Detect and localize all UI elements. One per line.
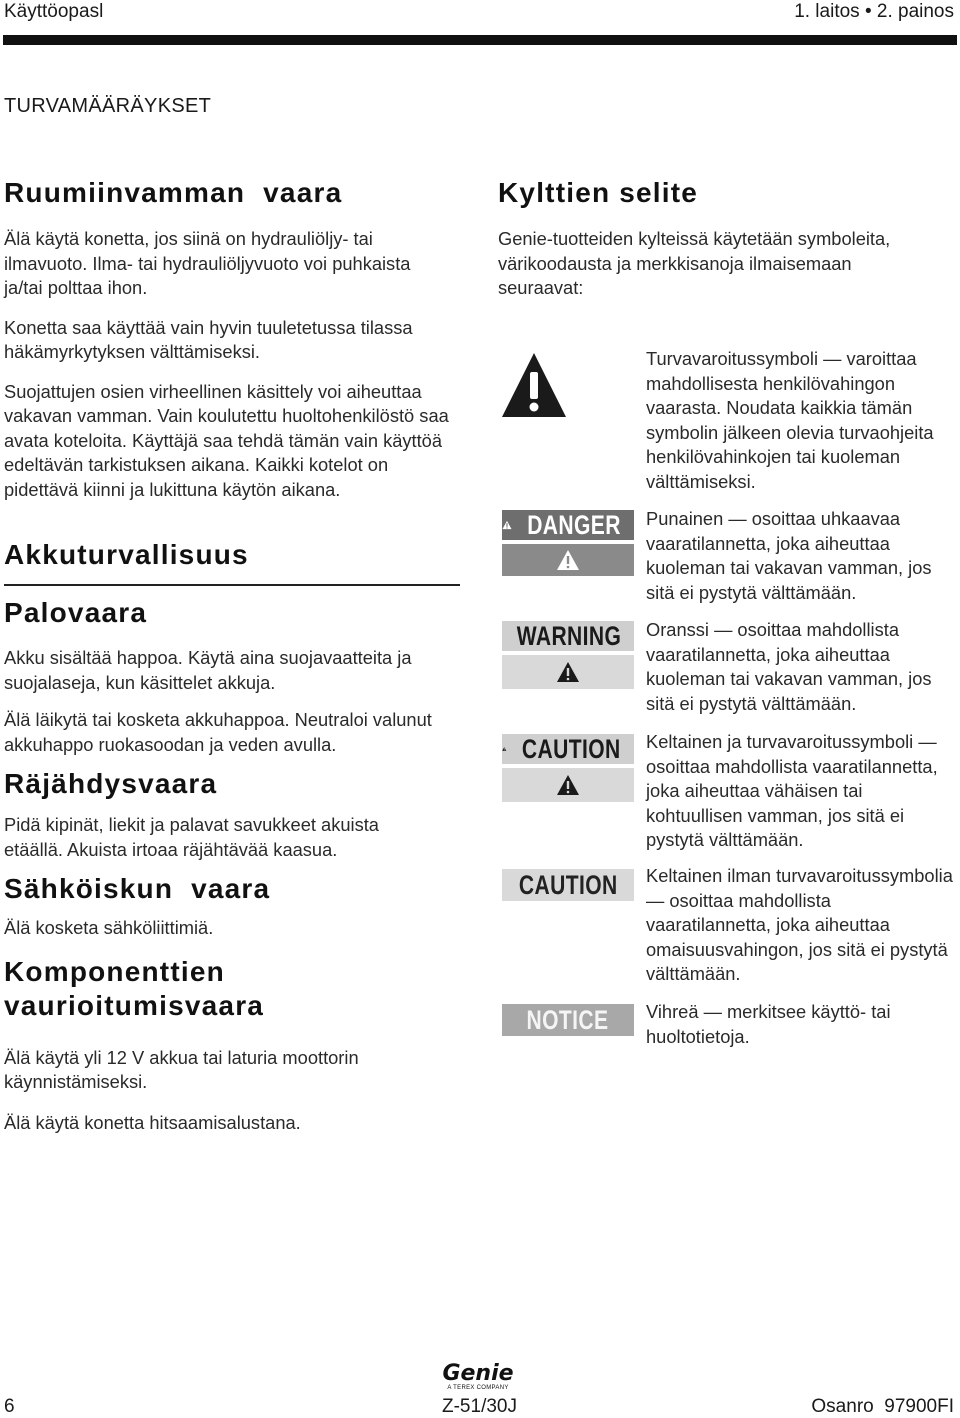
warning-symbol-band <box>500 653 636 691</box>
fire-paragraph-2: Älä läikytä tai kosketa akkuhappoa. Neutraloi valunut akkuhappo ruokasoodan ja veden avulla. <box>4 709 432 755</box>
warning-band <box>500 619 636 653</box>
caution-label: CAUTION <box>521 733 621 764</box>
component-paragraph-2: Älä käytä konetta hitsaamisalustana. <box>4 1111 301 1133</box>
header-rule <box>3 35 957 45</box>
warning-sign <box>500 619 636 691</box>
right-column <box>498 176 938 301</box>
danger-alert-icon <box>502 515 512 535</box>
danger-label: DANGER <box>527 509 621 540</box>
genie-logo-text: Genie <box>442 1361 514 1386</box>
battery-safety-heading: Akkuturvallisuus <box>4 539 249 570</box>
model-number: Z-51/30J <box>442 1396 517 1417</box>
safety-alert-symbol-icon <box>501 352 567 418</box>
caution-sign-no-symbol <box>500 867 636 903</box>
warning-label: WARNING <box>516 620 621 651</box>
caution-band <box>500 732 636 766</box>
shock-paragraph: Älä kosketa sähköliittimiä. <box>4 917 214 938</box>
left-column <box>4 176 464 1135</box>
caution-symbol-band <box>500 766 636 804</box>
warning-triangle-icon <box>556 661 580 683</box>
part-number: Osanro 97900FI <box>811 1396 954 1417</box>
explosion-paragraph: Pidä kipinät, liekit ja palavat savukkeet akuista etäällä. Akuista irtoaa räjähtävää kaasua. <box>4 814 379 860</box>
caution-sign-with-symbol <box>500 732 636 804</box>
danger-symbol-band <box>500 542 636 578</box>
caution-plain-band <box>500 867 636 903</box>
fire-paragraph-1: Akku sisältää happoa. Käytä aina suojavaatteita ja suojalaseja, kun käsittelet akkuja. <box>4 647 412 693</box>
caution-plain-label: CAUTION <box>518 869 618 900</box>
danger-warning-triangle-icon <box>556 549 580 571</box>
sign-desc-caution-symbol: Keltainen ja turvavaroitussymboli — osoittaa mahdollista vaaratilannetta, joka aiheuttaa vähäisen tai kohtuullisen vamman, jos sitä ei pystytä välttämään. <box>646 731 938 850</box>
danger-band <box>500 508 636 542</box>
injury-heading: Ruumiinvamman vaara <box>4 177 343 208</box>
fire-hazard-heading: Palovaara <box>4 597 148 628</box>
genie-logo <box>441 1363 515 1391</box>
sign-legend-heading: Kylttien selite <box>498 177 699 208</box>
section-label: TURVAMÄÄRÄYKSET <box>4 95 212 117</box>
injury-paragraph-1: Älä käytä konetta, jos siinä on hydrauliöljy- tai ilmavuoto. Ilma- tai hydrauliöljyvuoto voi puhkaista ja/tai polttaa ihon. <box>4 228 411 298</box>
section-rule <box>4 584 460 586</box>
caution-triangle-icon <box>556 774 580 796</box>
notice-label: NOTICE <box>527 1004 609 1035</box>
injury-paragraph-3: Suojattujen osien virheellinen käsittely voi aiheuttaa vakavan vamman. Vain koulutettu huoltohenkilöstö saa avata koteloita. Käyttäjä saa tehdä tämän vain käyttöä edeltävän tarkistuksen aikana. Kaikki kotelot on pidettävä kiinni ja lukittuna käytön aikana. <box>4 380 449 500</box>
explosion-hazard-heading: Räjähdysvaara <box>4 768 218 799</box>
genie-logo-subtitle: A TEREX COMPANY <box>447 1385 509 1391</box>
caution-alert-icon <box>502 739 507 759</box>
sign-desc-caution-plain: Keltainen ilman turvavaroitussymbolia — osoittaa mahdollista vaaratilannetta, joka aiheuttaa omaisuusvahingon, jos sitä ei pystytä välttämään. <box>646 865 953 984</box>
notice-sign <box>500 1002 636 1038</box>
sign-desc-warning: Oranssi — osoittaa mahdollista vaaratilannetta, joka aiheuttaa kuoleman tai vakavan vamman, jos sitä ei pystytä välttämään. <box>646 619 932 714</box>
sign-desc-danger: Punainen — osoittaa uhkaavaa vaaratilannetta, joka aiheuttaa kuoleman tai vakavan vamman, jos sitä ei pystytä välttämään. <box>646 508 932 603</box>
header-manual-title: Käyttöopasl <box>4 1 104 22</box>
header-edition: 1. laitos • 2. painos <box>794 1 954 22</box>
injury-paragraph-2: Konetta saa käyttää vain hyvin tuuletetussa tilassa häkämyrkytyksen välttämiseksi. <box>4 316 413 362</box>
shock-hazard-heading: Sähköiskun vaara <box>4 873 271 904</box>
sign-desc-notice: Vihreä — merkitsee käyttö- tai huoltotietoja. <box>646 1001 891 1047</box>
component-damage-heading: Komponenttien vaurioitumisvaara <box>4 955 265 1021</box>
component-paragraph-1: Älä käytä yli 12 V akkua tai laturia moottorin käynnistämiseksi. <box>4 1046 359 1092</box>
sign-desc-safety-alert: Turvavaroitussymboli — varoittaa mahdollisesta henkilövahingon vaarasta. Noudata kaikkia tämän symbolin jälkeen olevia turvaohjeita henkilövahinkojen tai kuoleman välttämiseksi. <box>646 348 934 492</box>
page-number: 6 <box>4 1396 15 1417</box>
sign-legend-intro: Genie-tuotteiden kylteissä käytetään symboleita, värikoodausta ja merkkisanoja ilmaisemaan seuraavat: <box>498 228 891 298</box>
notice-band <box>500 1002 636 1038</box>
danger-sign <box>500 508 636 578</box>
